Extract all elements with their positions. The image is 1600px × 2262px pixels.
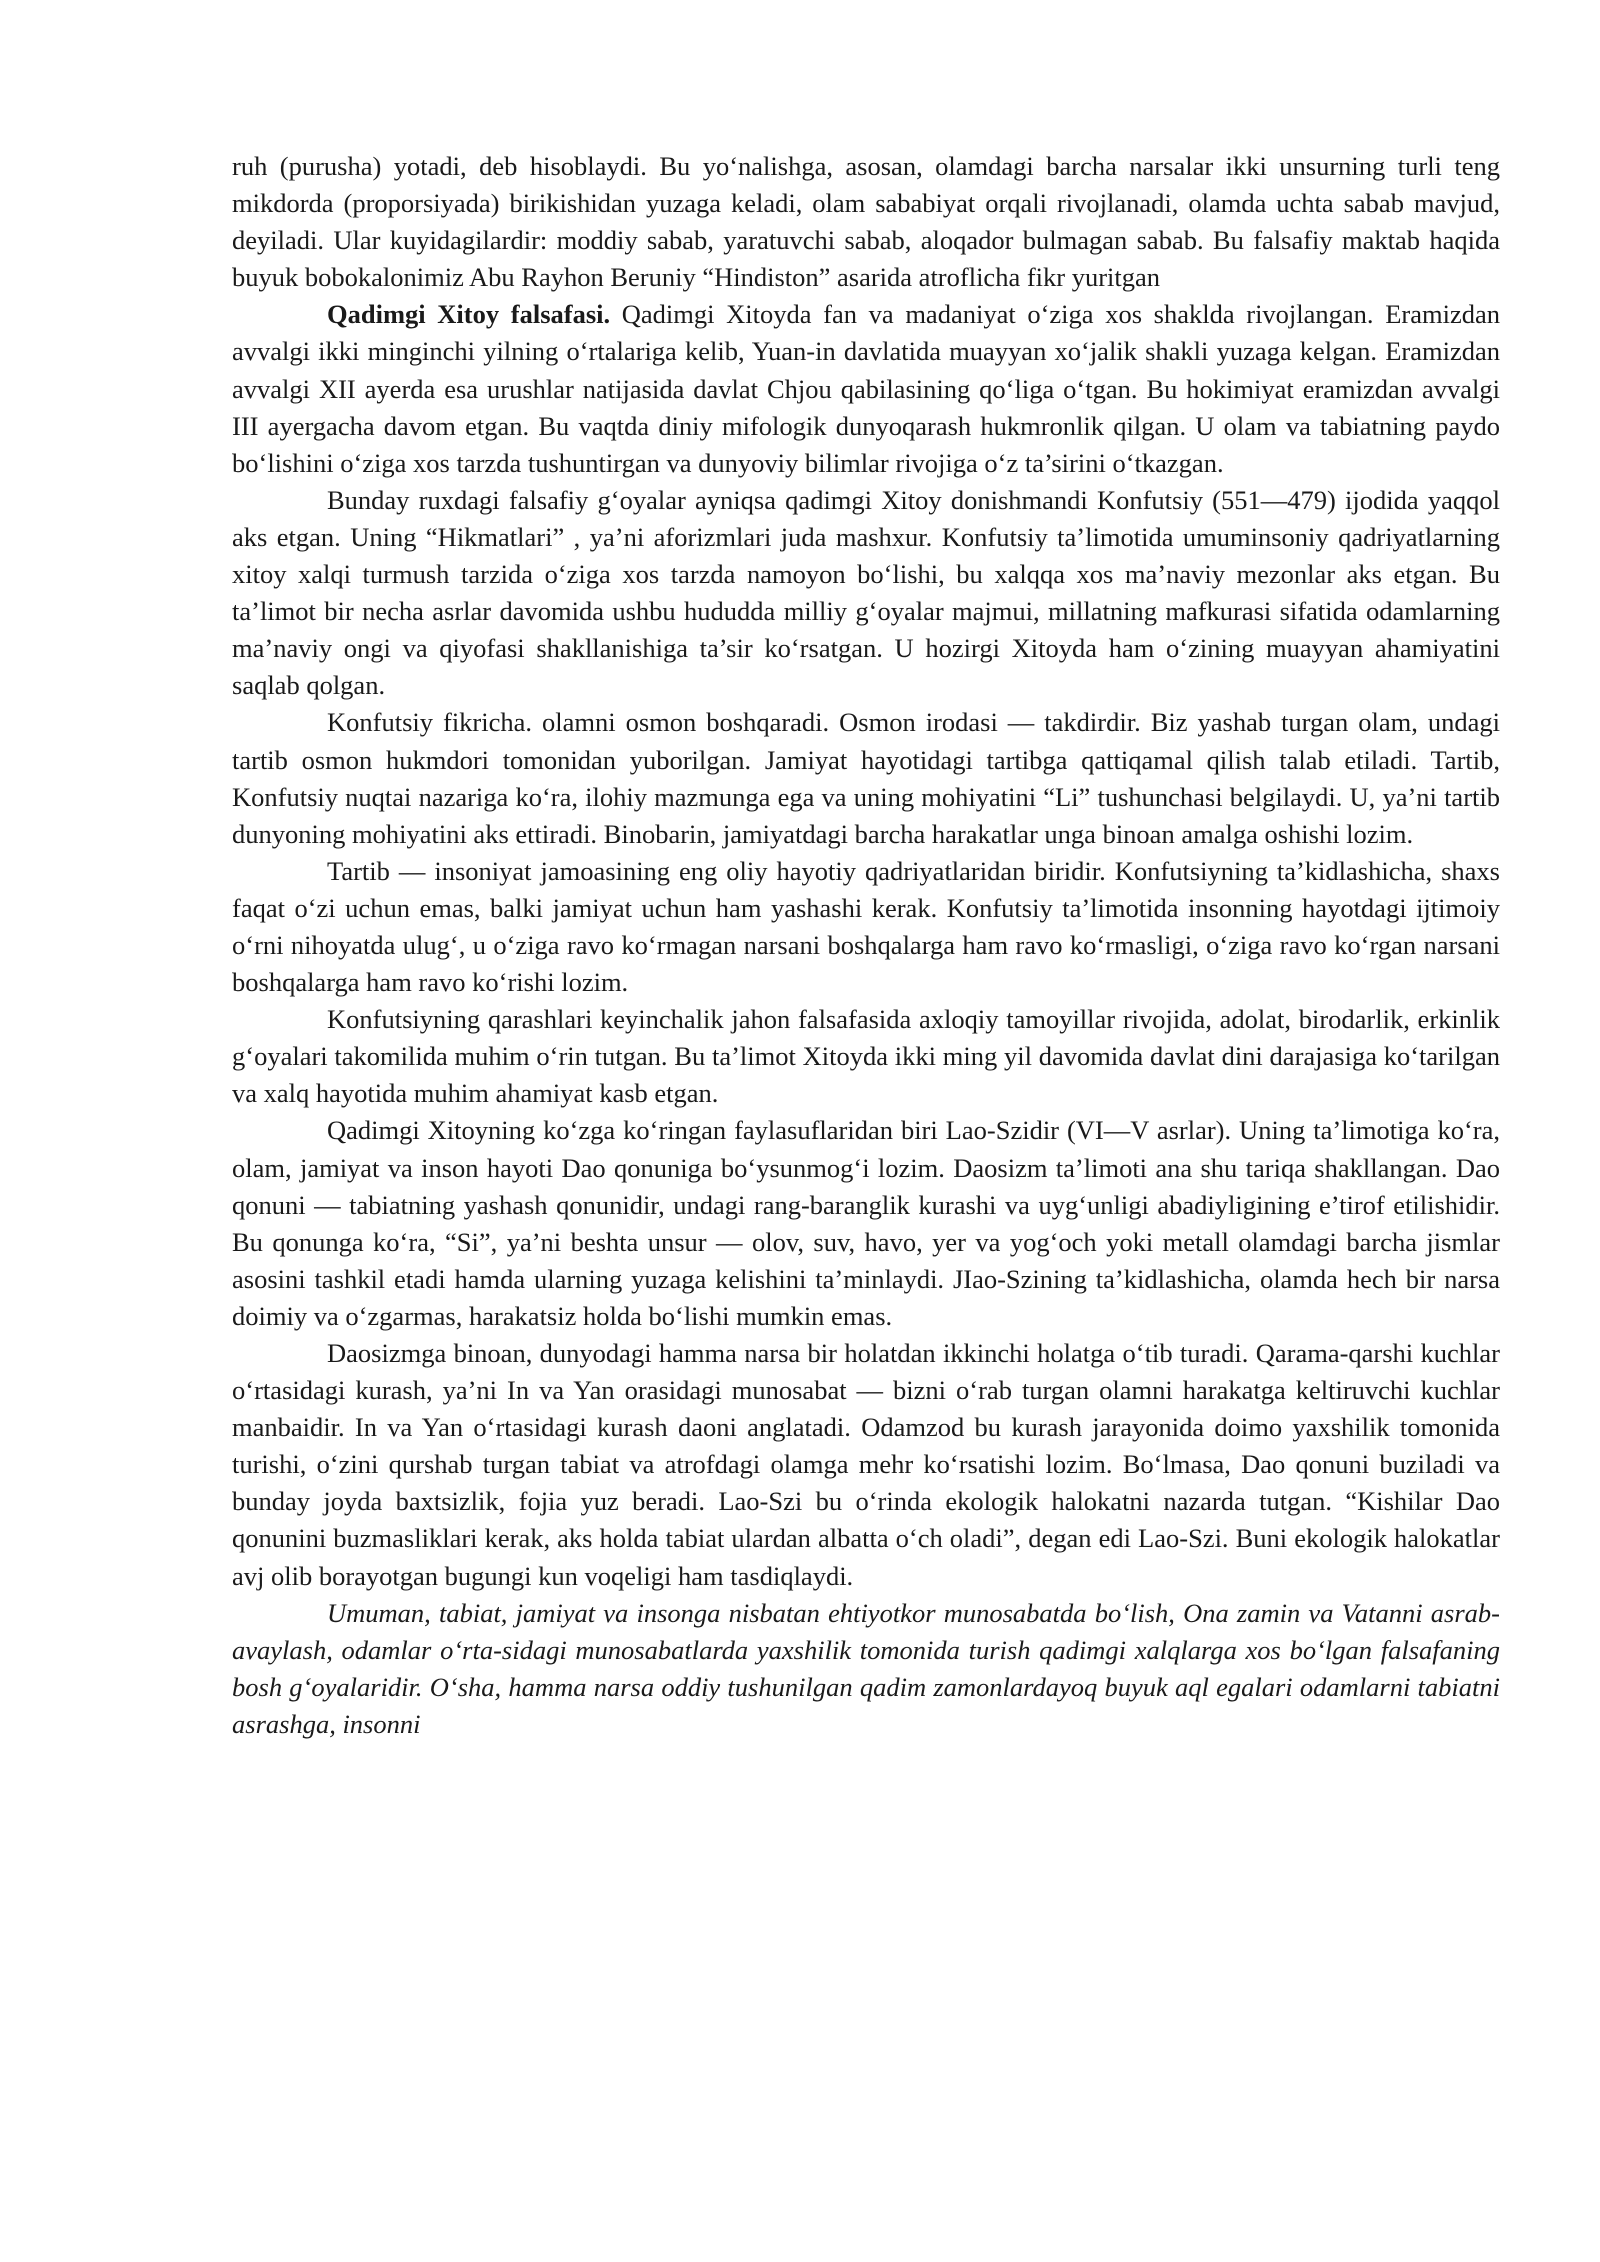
paragraph-lao-tzu: Qadimgi Xitoyning ko‘zga ko‘ringan faylasuflaridan biri Lao-Szidir (VI—V asrlar). Uning ta’limotiga ko‘ra, olam, jamiyat va inson hayoti Dao qonuniga bo‘ysunmog‘i lozim. Daosizm ta’limoti ana shu tariqa shakllangan. Dao qonuni — tabiatning yashash qonunidir, undagi rang-baranglik kurashi va uyg‘unligi abadiyligining e’tirof etilishidir. Bu qonunga ko‘ra, “Si”, ya’ni beshta unsur — olov, suv, havo, yer va yog‘och yoki metall olamdagi barcha jismlar asosini tashkil etadi hamda ularning yuzaga kelishini ta’minlaydi. JIao-Szining ta’kidlashicha, olamda hech bir narsa doimiy va o‘zgarmas, harakatsiz holda bo‘lishi mumkin emas. (232, 1115, 1500, 1331)
paragraph-confucius-heaven: Konfutsiy fikricha. olamni osmon boshqaradi. Osmon irodasi — takdirdir. Biz yashab turgan olam, undagi tartib osmon hukmdori tomonidan yuborilgan. Jamiyat hayotidagi tartibga qattiqamal qilish talab etiladi. Tartib, Konfutsiy nuqtai nazariga ko‘ra, ilohiy mazmunga ega va uning mohiyatini “Li” tushunchasi belgilaydi. U, ya’ni tartib dunyoning mohiyatini aks ettiradi. Binobarin, jamiyatdagi barcha harakatlar unga binoan amalga oshishi lozim. (232, 707, 1500, 849)
paragraph-confucius-legacy: Konfutsiyning qarashlari keyinchalik jahon falsafasida axloqiy tamoyillar rivojida, adolat, birodarlik, erkinlik g‘oyalari takomilida muhim o‘rin tutgan. Bu ta’limot Xitoyda ikki ming yil davomida davlat dini darajasiga ko‘tarilgan va xalq hayotida muhim ahamiyat kasb etgan. (232, 1004, 1500, 1109)
paragraph-text: Qadimgi Xitoyda fan va madaniyat o‘ziga xos shaklda rivojlangan. Eramizdan avvalgi ikki minginchi yilning o‘rtalariga kelib, Yuan-in davlatida muayyan xo‘jalik shakli yuzaga kelgan. Eramizdan avvalgi XII ayerda esa urushlar natijasida davlat Chjou qabilasining qo‘liga o‘tgan. Bu hokimiyat eramizdan avvalgi III ayergacha davom etgan. Bu vaqtda diniy mifologik dunyoqarash hukmronlik qilgan. U olam va tabiatning paydo bo‘lishini o‘ziga xos tarzda tushuntirgan va dunyoviy bilimlar rivojiga o‘z ta’sirini o‘tkazgan. (232, 299, 1500, 478)
section-heading: Qadimgi Xitoy falsafasi. (327, 299, 611, 330)
document-page (232, 148, 1500, 1743)
paragraph-samkhya-ending: ruh (purusha) yotadi, deb hisoblaydi. Bu yo‘nalishga, asosan, olamdagi barcha narsalar ikki unsurning turli teng mikdorda (proporsiyada) birikishidan yuzaga keladi, olam sababiyat orqali rivojlanadi, olamda uchta sabab mavjud, deyiladi. Ular kuyidagilardir: moddiy sabab, yaratuvchi sabab, aloqador bulmagan sabab. Bu falsafiy maktab haqida buyuk bobokalonimiz Abu Rayhon Beruniy “Hindiston” asarida atroflicha fikr yuritgan (232, 151, 1500, 293)
paragraph-conclusion: Umuman, tabiat, jamiyat va insonga nisbatan ehtiyotkor munosabatda bo‘lish, Ona zamin va Vatanni asrab-avaylash, odamlar o‘rta-sidagi munosabatlarda yaxshilik tomonida turish qadimgi xalqlarga xos bo‘lgan falsafaning bosh g‘oyalaridir. O‘sha, hamma narsa oddiy tushunilgan qadim zamonlardayoq buyuk aql egalari odamlarni tabiatni asrashga, insonni (232, 1597, 1500, 1739)
paragraph-ancient-china-intro (232, 296, 1500, 481)
paragraph-order-value: Tartib — insoniyat jamoasining eng oliy hayotiy qadriyatlaridan biridir. Konfutsiyning ta’kidlashicha, shaxs faqat o‘zi uchun emas, balki jamiyat uchun ham yashashi kerak. Konfutsiy ta’limotida insonning hayotdagi ijtimoiy o‘rni nihoyatda ulug‘, u o‘ziga ravo ko‘rmagan narsani boshqalarga ham ravo ko‘rmasligi, o‘ziga ravo ko‘rgan narsani boshqalarga ham ravo ko‘rishi lozim. (232, 855, 1500, 998)
paragraph-confucius-ideas: Bunday ruxdagi falsafiy g‘oyalar ayniqsa qadimgi Xitoy donishmandi Konfutsiy (551—479) ijodida yaqqol aks etgan. Uning “Hikmatlari” , ya’ni aforizmlari juda mashxur. Konfutsiy ta’limotida umuminsoniy qadriyatlarning xitoy xalqi turmush tarzida o‘ziga xos tarzda namoyon bo‘lishi, bu xalqqa xos ma’naviy mezonlar aks etgan. Bu ta’limot bir necha asrlar davomida ushbu hududda milliy g‘oyalar majmui, millatning mafkurasi sifatida odamlarning ma’naviy ongi va qiyofasi shakllanishiga ta’sir ko‘rsatgan. U hozirgi Xitoyda ham o‘zining muayyan ahamiyatini saqlab qolgan. (232, 484, 1500, 701)
paragraph-daoism: Daosizmga binoan, dunyodagi hamma narsa bir holatdan ikkinchi holatga o‘tib turadi. Qarama-qarshi kuchlar o‘rtasidagi kurash, ya’ni In va Yan orasidagi munosabat — bizni o‘rab turgan olamni harakatga keltiruvchi kuchlar manbaidir. In va Yan o‘rtasidagi kurash daoni anglatadi. Odamzod bu kurash jarayonida doimo yaxshilik tomonida turishi, o‘zini qurshab turgan tabiat va atrofdagi olamga mehr ko‘rsatishi lozim. Bo‘lmasa, Dao qonuni buziladi va bunday joyda baxtsizlik, fojia yuz beradi. Lao-Szi bu o‘rinda ekologik halokatni nazarda tutgan. “Kishilar Dao qonunini buzmasliklari kerak, aks holda tabiat ulardan albatta o‘ch oladi”, degan edi Lao-Szi. Buni ekologik halokatlar avj olib borayotgan bugungi kun voqeligi ham tasdiqlaydi. (232, 1338, 1500, 1591)
